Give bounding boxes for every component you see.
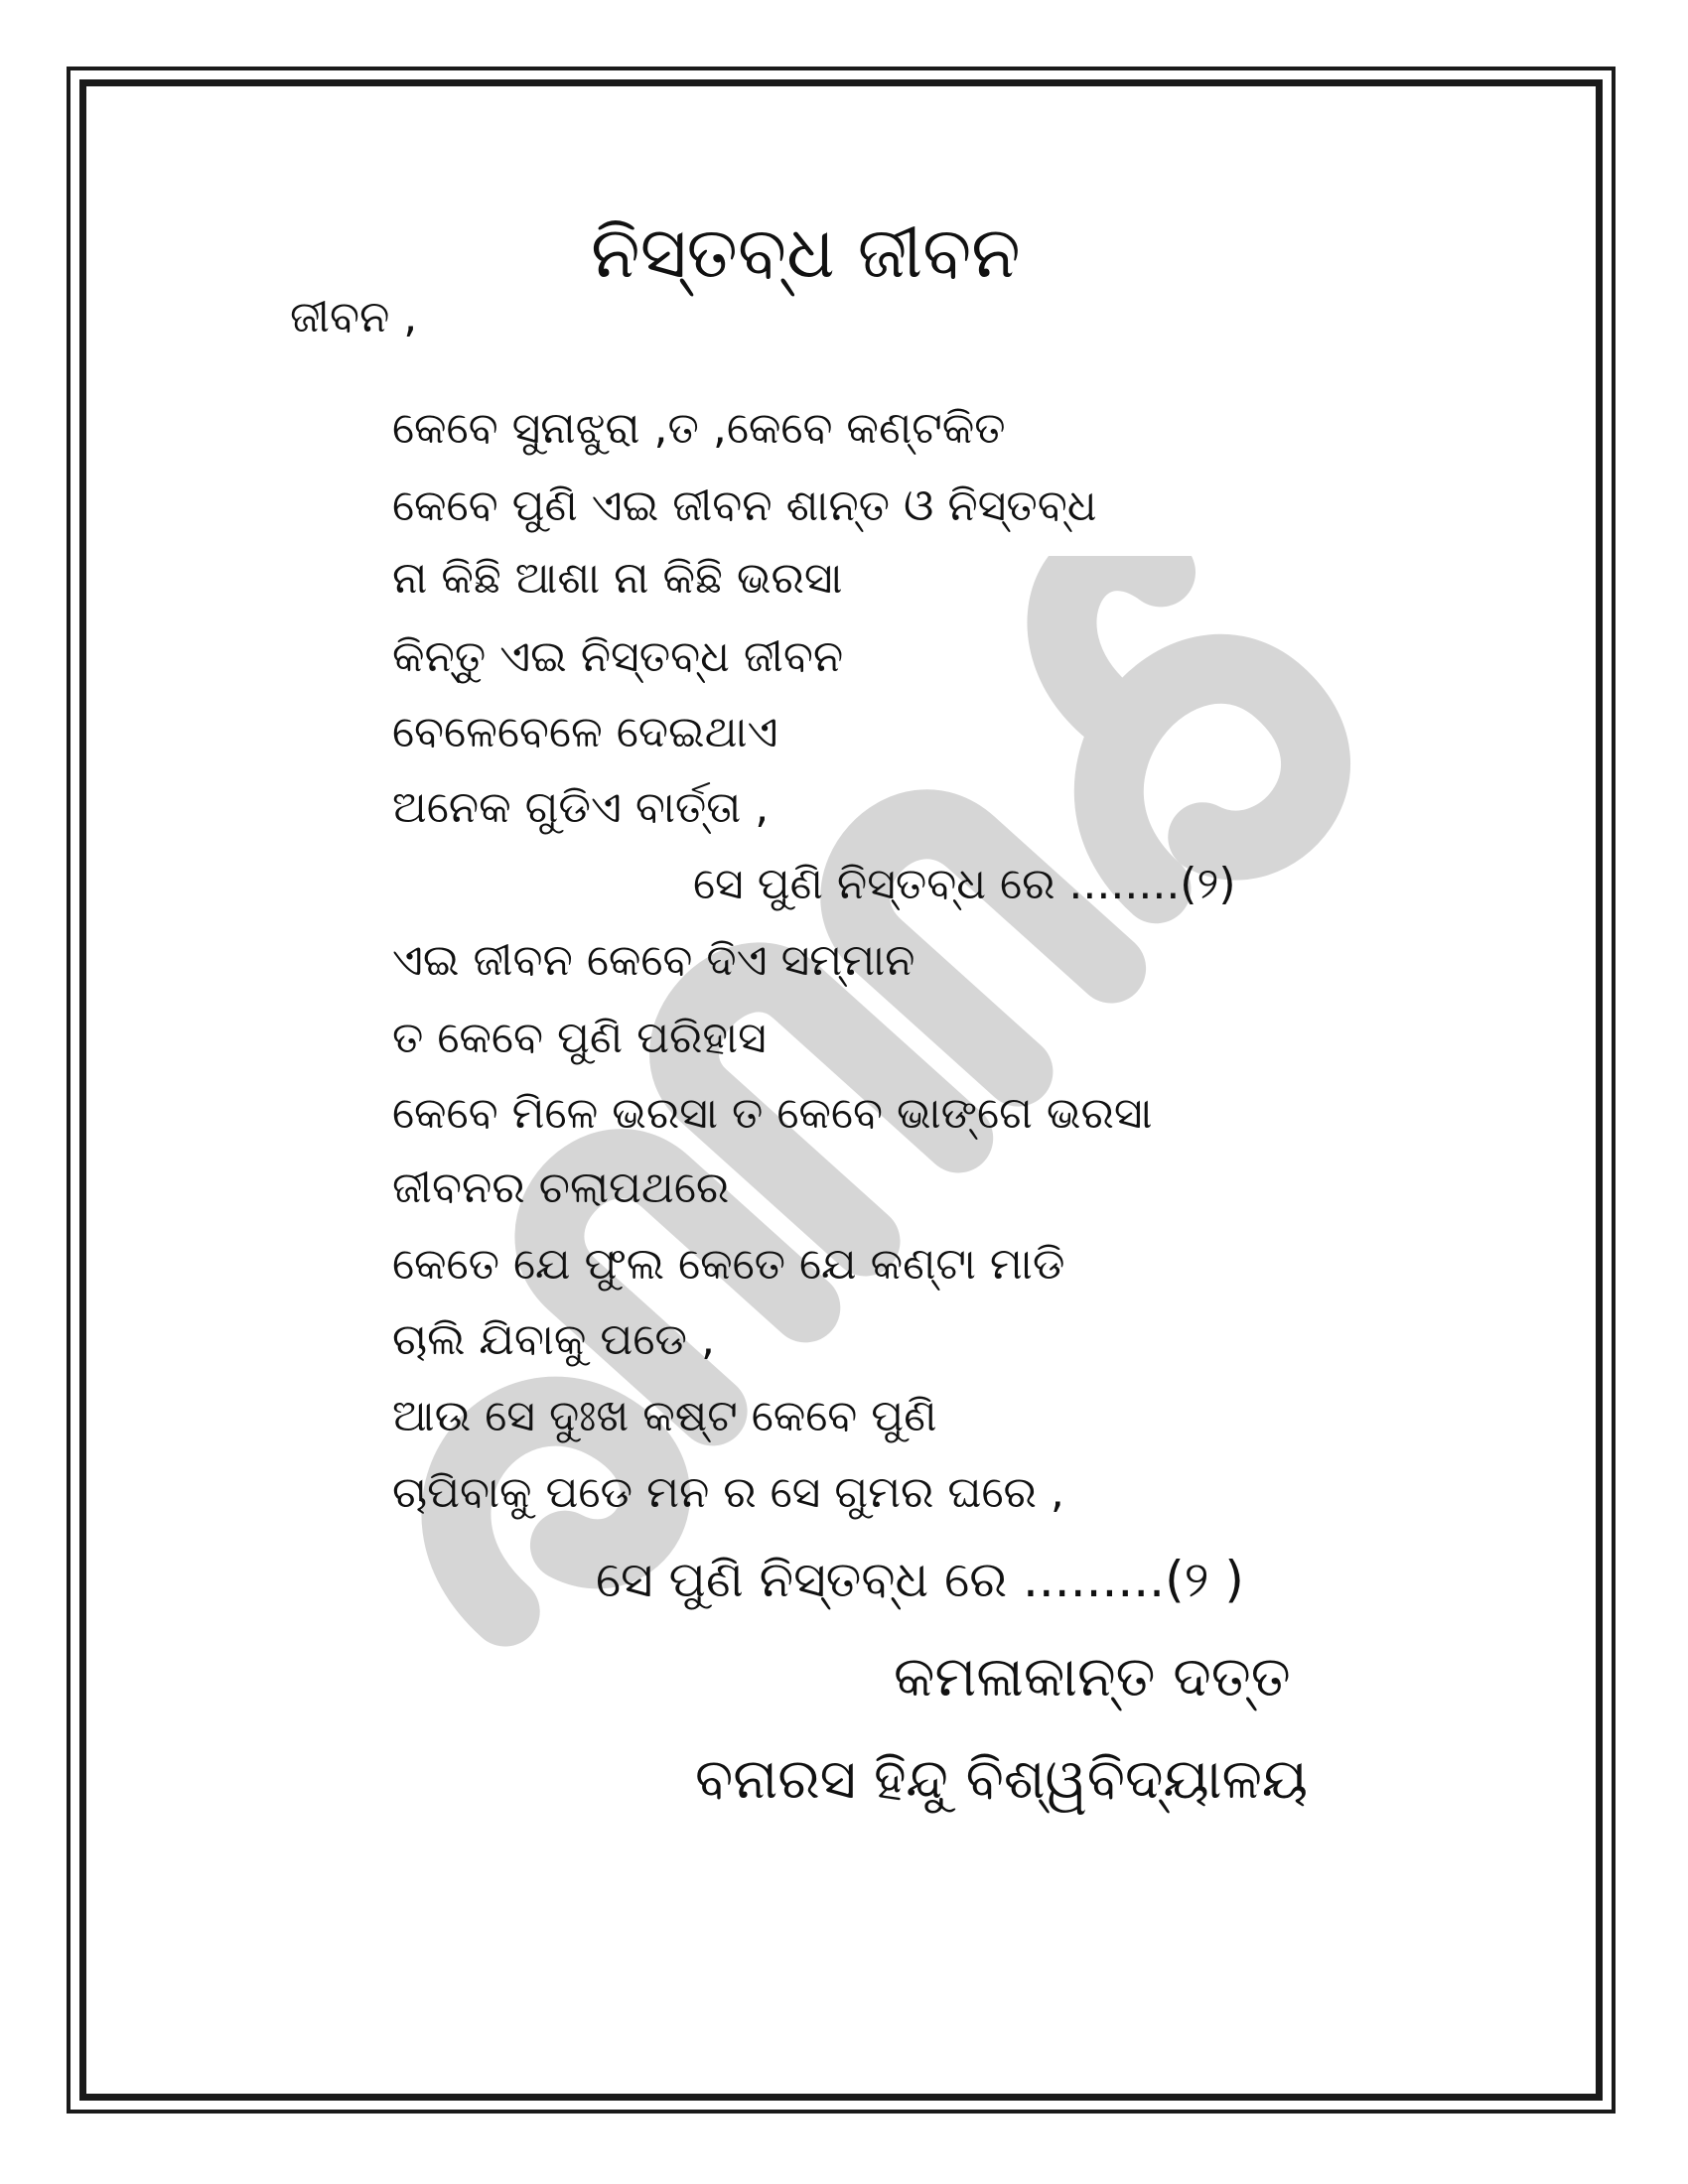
poem-line: କେବେ ମିଳେ ଭରସା ତ କେବେ ଭାଙ୍ଗେ ଭରସା	[392, 1088, 1153, 1139]
poem-line: ବେଳେବେଳେ ଦେଇଥାଏ	[392, 707, 778, 757]
poem-refrain: ସେ ପୁଣି ନିସ୍ତବ୍ଧ ରେ ........(୨)	[693, 859, 1236, 909]
poem-line: ଆଉ ସେ ଦୁଃଖ କଷ୍ଟ କେବେ ପୁଣି	[392, 1391, 937, 1441]
poem-title: ନିସ୍ତବ୍ଧ ଜୀବନ	[591, 210, 1021, 294]
poem-line: ନା କିଛି ଆଶା ନା କିଛି ଭରସା	[392, 553, 843, 604]
poem-line: ତ କେବେ ପୁଣି ପରିହାସ	[392, 1013, 767, 1063]
poem-line: କିନ୍ତୁ ଏଇ ନିସ୍ତବ୍ଧ ଜୀବନ	[392, 631, 844, 682]
poem-line: ଜୀବନର ଚଲାପଥରେ	[392, 1162, 730, 1213]
poem-line: ଚାପିବାକୁ ପଡେ ମନ ର ସେ ଗୁମର ଘରେ ,	[392, 1467, 1064, 1518]
poem-line: ଅନେକ ଗୁଡିଏ ବାର୍ତ୍ତା ,	[392, 782, 770, 833]
author-name: କମଳାକାନ୍ତ ଦତ୍ତ	[894, 1645, 1291, 1709]
poem-line: ଚାଲି ଯିବାକୁ ପଡେ ,	[392, 1314, 715, 1365]
poem-opening: ଜୀବନ ,	[290, 292, 418, 342]
author-affiliation: ବନାରସ ହିନ୍ଦୁ ବିଶ୍ୱବିଦ୍ୟାଳୟ	[695, 1747, 1309, 1812]
poem-refrain: ସେ ପୁଣି ନିସ୍ତବ୍ଧ ରେ .........(୨ )	[596, 1551, 1244, 1608]
poem-line: କେବେ ପୁଣି ଏଇ ଜୀବନ ଶାନ୍ତ ଓ ନିସ୍ତବ୍ଧ	[392, 480, 1097, 531]
poem-line: କେବେ ସୁନାଝୁରା ,ତ ,କେବେ କଣ୍ଟକିତ	[392, 403, 1006, 454]
poem-line: କେତେ ଯେ ଫୁଲ କେତେ ଯେ କଣ୍ଟା ମାଡି	[392, 1239, 1065, 1290]
poem-line: ଏଇ ଜୀବନ କେବେ ଦିଏ ସମ୍ମାନ	[392, 935, 915, 986]
